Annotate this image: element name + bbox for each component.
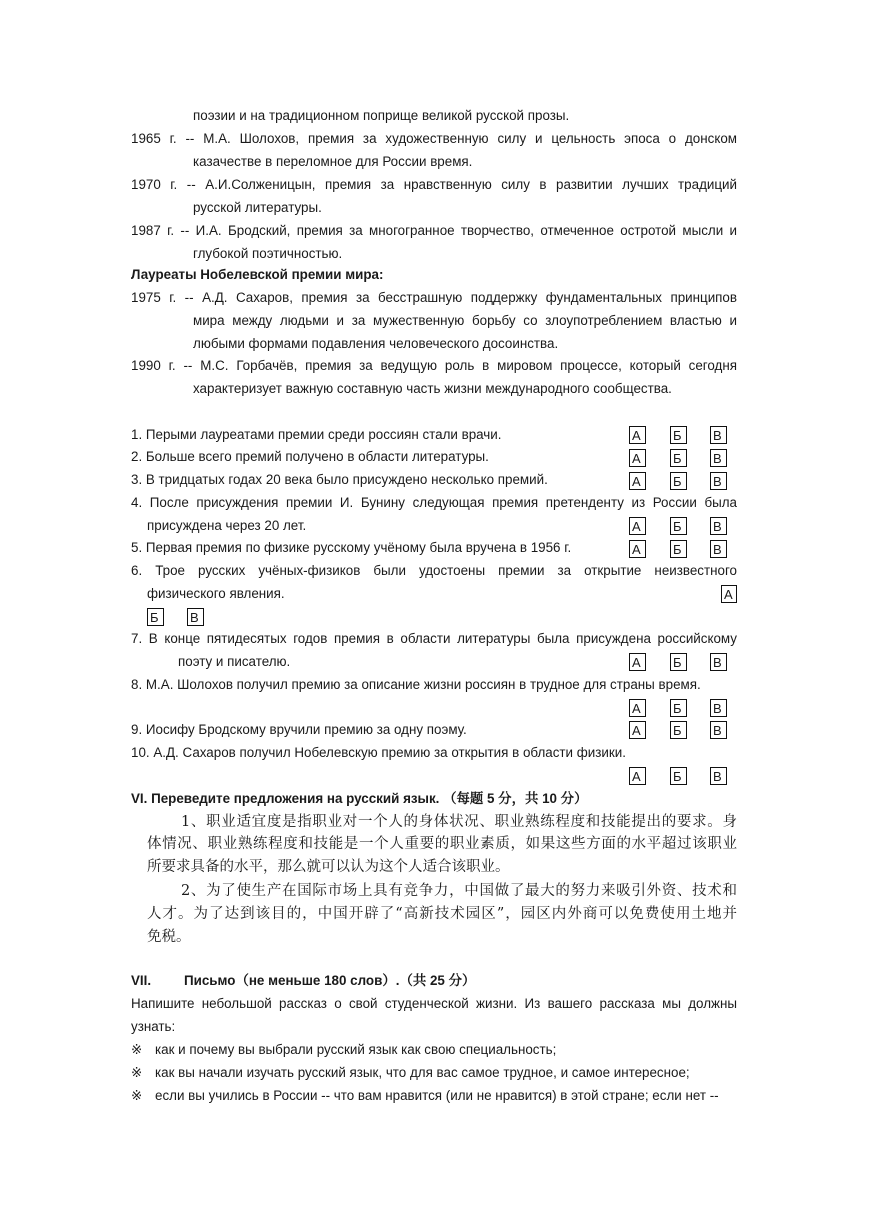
option-a-box[interactable]: А <box>629 449 646 467</box>
option-a-box[interactable]: А <box>629 721 646 739</box>
reference-mark-icon: ※ <box>131 1065 143 1080</box>
laureate-1965-cont: казачестве в переломное для России время. <box>193 154 473 169</box>
question-8: 8. М.А. Шолохов получил премию за описание жизни россиян в трудное для страны время. <box>131 677 701 692</box>
question-2: 2. Больше всего премий получено в области литературы. <box>131 449 489 464</box>
option-a-box[interactable]: А <box>629 472 646 490</box>
option-v-box[interactable]: В <box>710 699 727 717</box>
translation-paragraph-1-cont: 体情况、职业熟练程度和技能是一个人重要的职业素质，如果这些方面的水平超过该职业 <box>147 836 737 852</box>
translation-paragraph-2-cont: 人才。为了达到该目的，中国开辟了“高新技术园区”，园区内外商可以免费使用土地并 <box>147 906 737 922</box>
option-a-box[interactable]: А <box>629 517 646 535</box>
option-b-box[interactable]: Б <box>670 472 687 490</box>
laureate-1975: 1975 г. -- А.Д. Сахаров, премия за бесстрашную поддержку фундаментальных принципов <box>131 290 737 305</box>
section-7-title: Письмо（не меньше 180 слов）.（共 25 分） <box>184 973 476 988</box>
option-b-box[interactable]: Б <box>670 540 687 558</box>
writing-point-1: как и почему вы выбрали русский язык как свою специальность; <box>155 1042 557 1057</box>
option-v-box[interactable]: В <box>710 540 727 558</box>
question-7: 7. В конце пятидесятых годов премия в области литературы была присуждена российскому <box>131 631 737 646</box>
option-b-box[interactable]: Б <box>670 699 687 717</box>
writing-task-intro: Напишите небольшой рассказ о свой студенческой жизни. Из вашего рассказа мы должны <box>131 996 737 1011</box>
laureate-1987-cont: глубокой поэтичностью. <box>193 246 343 261</box>
laureate-1975-cont2: любыми формами подавления человеческого досоинства. <box>193 336 559 351</box>
translation-paragraph-2: 2、为了使生产在国际市场上具有竞争力，中国做了最大的努力来吸引外资、技术和 <box>181 883 737 899</box>
writing-point-2: как вы начали изучать русский язык, что для вас самое трудное, и самое интересное; <box>155 1065 690 1080</box>
section-6-heading: VI. Переведите предложения на русский язык. （每题 5 分，共 10 分） <box>131 791 588 806</box>
laureate-1975-cont: мира между людьми и за мужественную борьбу со злоупотреблением властью и <box>193 313 737 328</box>
laureate-1990-cont: характеризует важную составную часть жизни международного сообщества. <box>193 381 672 396</box>
option-b-box[interactable]: Б <box>670 721 687 739</box>
option-b-box[interactable]: Б <box>670 517 687 535</box>
option-v-box[interactable]: В <box>710 449 727 467</box>
question-9: 9. Иосифу Бродскому вручили премию за одну поэму. <box>131 722 467 737</box>
question-6: 6. Трое русских учёных-физиков были удостоены премии за открытие неизвестного <box>131 563 737 578</box>
laureate-1990: 1990 г. -- М.С. Горбачёв, премия за ведущую роль в мировом процессе, который сегодня <box>131 358 737 373</box>
translation-paragraph-1-end: 所要求具备的水平，那么就可以认为这个人适合该职业。 <box>147 859 510 875</box>
question-5: 5. Первая премия по физике русскому учёному была вручена в 1956 г. <box>131 540 572 555</box>
peace-heading: Лауреаты Нобелевской премии мира: <box>131 267 384 282</box>
laureate-1987: 1987 г. -- И.А. Бродский, премия за многогранное творчество, отмеченное остротой мысли и <box>131 223 737 238</box>
laureate-1965: 1965 г. -- М.А. Шолохов, премия за художественную силу и цельность эпоса о донском <box>131 131 737 146</box>
option-a-box[interactable]: А <box>629 699 646 717</box>
option-v-box[interactable]: В <box>710 517 727 535</box>
option-a-box[interactable]: А <box>629 767 646 785</box>
reference-mark-icon: ※ <box>131 1088 143 1103</box>
option-v-box[interactable]: В <box>710 767 727 785</box>
laureate-line: поэзии и на традиционном поприще великой русской прозы. <box>193 108 570 123</box>
option-b-box[interactable]: Б <box>670 653 687 671</box>
option-v-box[interactable]: В <box>710 472 727 490</box>
writing-task-intro-cont: узнать: <box>131 1019 176 1034</box>
laureate-1970-cont: русской литературы. <box>193 200 322 215</box>
option-b-box[interactable]: Б <box>670 426 687 444</box>
translation-paragraph-2-end: 免税。 <box>147 929 191 945</box>
option-a-box[interactable]: А <box>629 426 646 444</box>
option-v-box[interactable]: В <box>710 721 727 739</box>
question-10: 10. А.Д. Сахаров получил Нобелевскую премию за открытия в области физики. <box>131 745 626 760</box>
reference-mark-icon: ※ <box>131 1042 143 1057</box>
question-1: 1. Перыми лауреатами премии среди россиян стали врачи. <box>131 427 502 442</box>
option-v-box[interactable]: В <box>710 426 727 444</box>
option-v-box[interactable]: В <box>187 608 204 626</box>
option-a-box[interactable]: А <box>629 540 646 558</box>
question-7-cont: поэту и писателю. <box>178 654 291 669</box>
laureate-1970: 1970 г. -- А.И.Солженицын, премия за нравственную силу в развитии лучших традиций <box>131 177 737 192</box>
translation-paragraph-1: 1、职业适宜度是指职业对一个人的身体状况、职业熟练程度和技能提出的要求。身 <box>181 814 737 830</box>
question-6-cont: физического явления. <box>147 586 285 601</box>
option-a-box[interactable]: А <box>721 585 737 603</box>
option-v-box[interactable]: В <box>710 653 727 671</box>
section-7-number: VII. <box>131 973 152 988</box>
question-3: 3. В тридцатых годах 20 века было присуждено несколько премий. <box>131 472 548 487</box>
question-4-cont: присуждена через 20 лет. <box>147 518 307 533</box>
option-b-box[interactable]: Б <box>670 767 687 785</box>
option-a-box[interactable]: А <box>629 653 646 671</box>
option-b-box[interactable]: Б <box>147 608 164 626</box>
writing-point-3: если вы учились в России -- что вам нравится (или не нравится) в этой стране; если нет -- <box>155 1088 719 1103</box>
option-b-box[interactable]: Б <box>670 449 687 467</box>
question-4: 4. После присуждения премии И. Бунину следующая премия претенденту из России была <box>131 495 737 510</box>
